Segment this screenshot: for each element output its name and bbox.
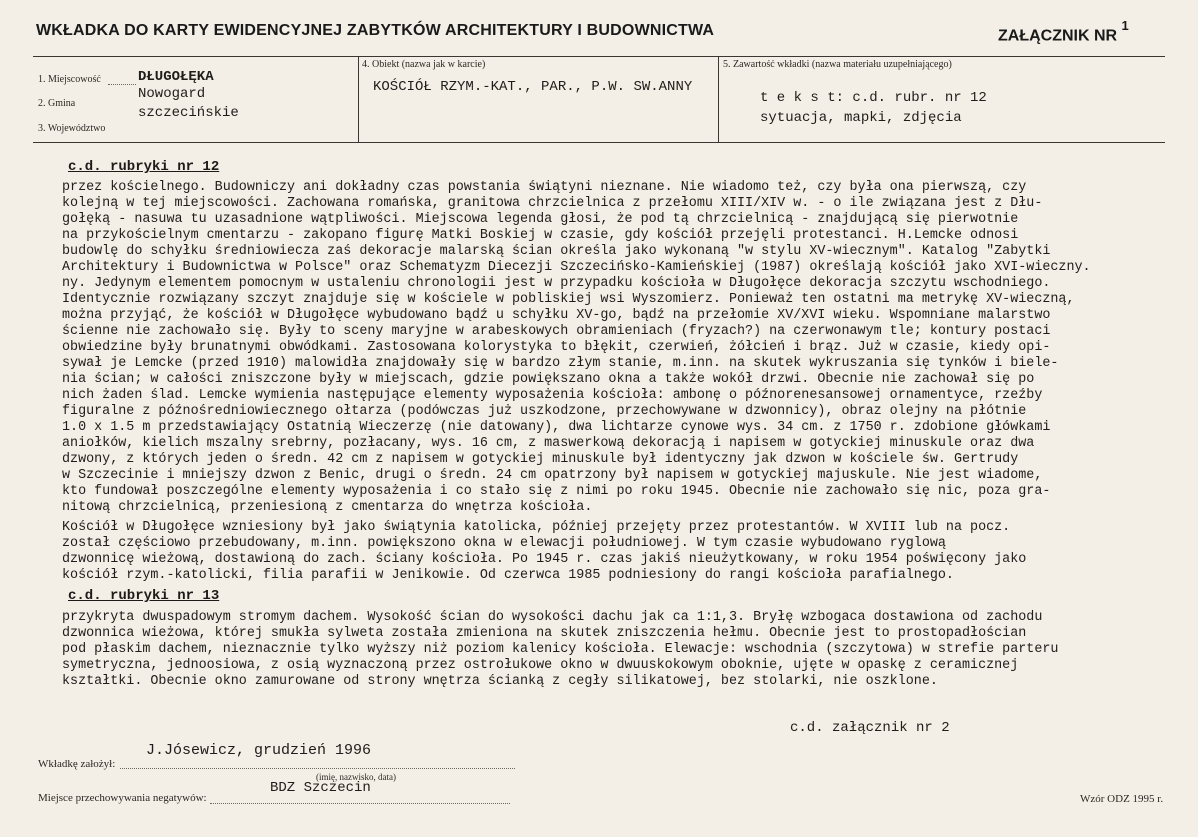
s12-line: kościół rzym.-katolicki, filia parafii w Jenikowie. Od czerwca 1985 podniesiony do rangi kościoła parafialnego. [62, 568, 954, 583]
s12-line: kolejną w tej miejscowości. Zachowana romańska, granitowa chrzcielnica z przełomu XIII/XIV w. - o ile związana jest z Dłu- [62, 196, 1043, 211]
object-value: KOŚCIÓŁ RZYM.-KAT., PAR., P.W. SW.ANNY [373, 79, 693, 95]
s12-line: został częściowo przebudowany, m.inn. powiększono okna w elewacji południowej. W tym czasie wybudowano ryglową [62, 536, 946, 551]
wojewodztwo-label: 3. Województwo [38, 123, 106, 134]
section-13-title: c.d. rubryki nr 13 [68, 588, 220, 604]
s12-line: dzwony, z których jeden o średn. 42 cm z napisem w gotyckiej minuskule był identyczny jak dzwon w kościele św. Gertrudy [62, 452, 1019, 467]
contents-line-1: t e k s t: c.d. rubr. nr 12 [760, 90, 987, 106]
annex-number: 1 [1121, 18, 1129, 33]
author-value: J.Jósewicz, grudzień 1996 [146, 742, 372, 759]
gmina-label: 2. Gmina [38, 98, 76, 109]
s12-line: dzwonnicę wieżową, dostawioną do zach. ściany kościoła. Po 1945 r. czas jakiś nieużytkowany, w roku 1954 poświęcony jako [62, 552, 1027, 567]
s12-line: w Szczecinie i mniejszy dzwon z Benic, drugi o średn. 24 cm opatrzony był napisem w gotyckiej majuskule. Nie jest wiadome, [62, 468, 1043, 483]
storage-label: Miejsce przechowywania negatywów: [38, 792, 207, 804]
s12-line: ścienne nie zachowało się. Były to sceny maryjne w arabeskowych obramieniach (fryzach?) na czerwonawym tle; kontury postaci [62, 324, 1051, 339]
s12-line: można przyjąć, że kościół w Długołęce wybudowano bądź u schyłku XV-go, bądź na przełomie XV/XVI wieku. Wspomniane malarstwo [62, 308, 1051, 323]
s13-line: symetryczna, jednoosiowa, z osią wyznaczoną przez ostrołukowe okno w dwuuskokowym oboknie, ujęte w opaskę z ceramicznej [62, 658, 1019, 673]
wojewodztwo-value: szczecińskie [138, 105, 239, 121]
s12-line: ny. Jedynym elementem pomocnym w ustaleniu chronologii jest w przypadku kościoła w Długołęce dekoracja szczytu wschodniego. [62, 276, 1051, 291]
s12-line: Architektury i Budownictwa w Polsce" oraz Schematyzm Diecezji Szczecińsko-Kamieńskiej (1987) określają kościół jako XVI-wieczny. [62, 260, 1091, 275]
s12-line: nich żaden ślad. Lemcke wymienia następujące elementy wyposażenia kościoła: ambonę o późnorenesansowej ornamentyce, rzeźby [62, 388, 1043, 403]
s12-line: kto fundował poszczególne elementy wyposażenia i co stało się z nimi po roku 1945. Obecnie nie zachowało się nic, poza gra- [62, 484, 1051, 499]
annex-text: ZAŁĄCZNIK NR [998, 27, 1118, 45]
header-rule-bottom [33, 142, 1165, 143]
annex-label [998, 18, 1129, 45]
author-hint: (imię, nazwisko, data) [316, 772, 396, 782]
s12-line: Kościół w Długołęce wzniesiony był jako świątynia katolicka, później przejęty przez protestantów. W XVIII lub na pocz. [62, 520, 1011, 535]
s12-line: gołęką - nasuwa tu uzasadnione wątpliwości. Miejscowa legenda głosi, że pod tą chrzcielnicą - znajdującą się pierwotnie [62, 212, 1019, 227]
s13-line: kształtki. Obecnie okno zamurowane od strony wnętrza ścianką z cegły silikatowej, bez stolarki, nie oszklone. [62, 674, 938, 689]
s12-line: budowlę do schyłku średniowiecza zaś dekoracje malarską ścian określa jako wykonaną "w stylu XV-wiecznym". Katalog "Zabytki [62, 244, 1051, 259]
miejscowosc-value: DŁUGOŁĘKA [138, 69, 214, 85]
s12-line: nia ścian; w całości zniszczone były w miejscach, gdzie powiększano okna a także wokół drzwi. Obecnie nie zachował się po [62, 372, 1035, 387]
s12-line: przez kościelnego. Budowniczy ani dokładny czas powstania świątyni nieznane. Nie wiadomo też, czy była ona pierwszą, czy [62, 180, 1027, 195]
storage-value: BDZ Szczecin [270, 780, 371, 796]
s13-line: przykryta dwuspadowym stromym dachem. Wysokość ścian do wysokości dachu jak ca 1:1,3. Bryłę wzbogaca dostawiona od zachodu [62, 610, 1043, 625]
s12-line: 1.0 x 1.5 m przedstawiający Ostatnią Wieczerzę (nie datowany), dwa lichtarze cynowe wys. 34 cm. z 1750 r. zdobione główkami [62, 420, 1051, 435]
form-version: Wzór ODZ 1995 r. [1080, 793, 1164, 805]
author-label: Wkładkę założył: [38, 758, 116, 770]
s12-line: obwiedzine były brunatnymi obwódkami. Zastosowana kolorystyka to błękit, czerwień, żółcień i brąz. Już w czasie, kiedy opi- [62, 340, 1051, 355]
form-title: WKŁADKA DO KARTY EWIDENCYJNEJ ZABYTKÓW ARCHITEKTURY I BUDOWNICTWA [36, 22, 715, 39]
s12-line: figuralne z późnośredniowiecznego ołtarza (podówczas już uszkodzone, przechowywane w dzwonnicy), obraz olejny na płótnie [62, 404, 1027, 419]
miejscowosc-label: 1. Miejscowość [38, 74, 101, 85]
s12-line: nitową chrzcielnicą, przeniesioną z cmentarza do wnętrza kościoła. [62, 500, 593, 515]
section-12-title: c.d. rubryki nr 12 [68, 159, 220, 175]
s13-line: dzwonnica wieżowa, której smukła sylweta została zmieniona na skutek zniszczenia hełmu. Obecnie jest to prostopadłościan [62, 626, 1027, 641]
s12-line: Identycznie rozwiązany szczyt znajduje się w kościele w pobliskiej wsi Wyszomierz. Ponieważ ten ostatni ma metrykę XV-wieczną, [62, 292, 1075, 307]
author-dots [120, 768, 515, 769]
header-rule-top [33, 56, 1165, 57]
continued-note: c.d. załącznik nr 2 [790, 720, 950, 736]
s12-line: sywał je Lemcke (przed 1910) malowidła znajdowały się w bardzo złym stanie, m.inn. na skutek wykruszania się tynków i biele- [62, 356, 1059, 371]
s12-line: aniołków, kielich mszalny srebrny, pozłacany, wys. 16 cm, z maswerkową dekoracją i napisem w gotyckiej minuskule oraz dwa [62, 436, 1035, 451]
object-label: 4. Obiekt (nazwa jak w karcie) [362, 59, 486, 70]
miejscowosc-dots [108, 84, 136, 85]
column-divider-2 [718, 56, 719, 142]
gmina-value: Nowogard [138, 86, 206, 102]
s13-line: pod płaskim dachem, nieznacznie tylko wyższy niż poziom kalenicy kościoła. Elewacje: wschodnia (szczytowa) w strefie parteru [62, 642, 1059, 657]
storage-dots [210, 803, 510, 804]
s12-line: na przykościelnym cmentarzu - zakopano figurę Matki Boskiej w czasie, gdy kościół przejęli protestanci. H.Lemcke odnosi [62, 228, 1019, 243]
contents-line-2: sytuacja, mapki, zdjęcia [760, 110, 962, 126]
contents-label: 5. Zawartość wkładki (nazwa materiału uzupełniającego) [723, 59, 952, 70]
column-divider-1 [358, 56, 359, 142]
